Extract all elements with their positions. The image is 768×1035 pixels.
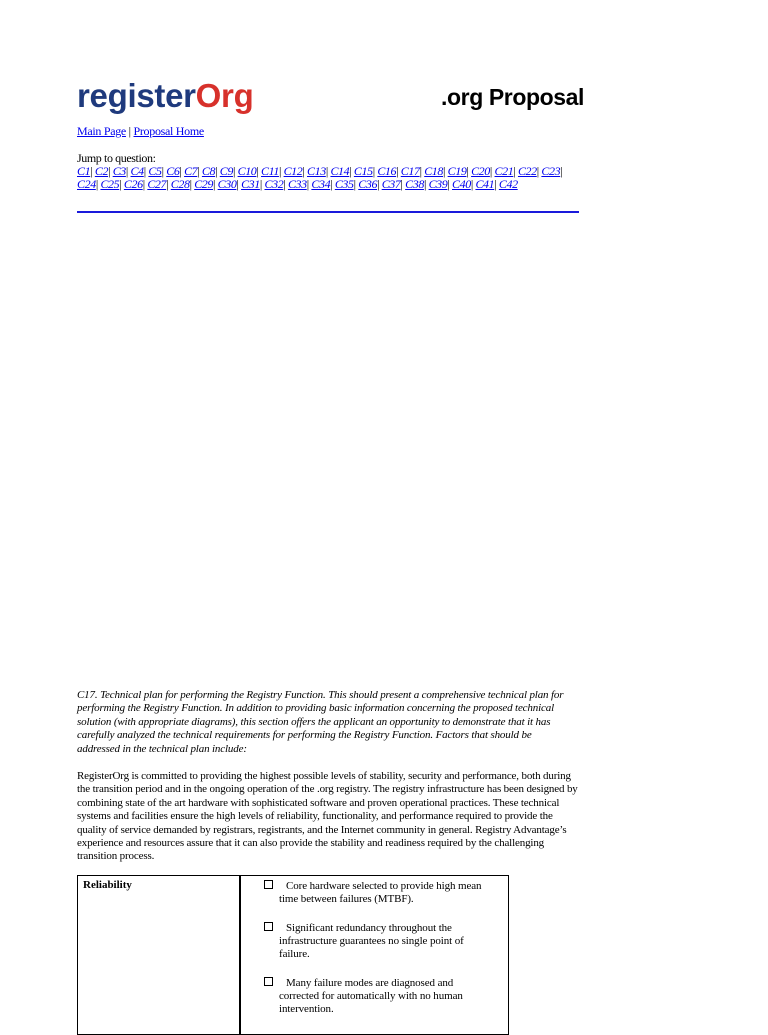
link-separator: | xyxy=(447,177,450,192)
link-separator: | xyxy=(166,177,169,192)
question-link-c7[interactable]: C7 xyxy=(184,164,198,179)
link-separator: | xyxy=(232,164,235,179)
link-separator: | xyxy=(419,164,422,179)
question-link-c33[interactable]: C33 xyxy=(287,177,307,192)
question-link-c31[interactable]: C31 xyxy=(241,177,260,192)
question-link-c4[interactable]: C4 xyxy=(130,164,144,179)
question-link-c9[interactable]: C9 xyxy=(219,164,233,179)
question-link-c13[interactable]: C13 xyxy=(307,164,326,179)
link-separator: | xyxy=(142,177,145,192)
link-separator: | xyxy=(259,177,262,192)
list-item xyxy=(264,977,494,1017)
question-text: C17. Technical plan for performing the Registry Function. This should present a comprehensive technical plan for performing the Registry Function. In addition to providing basic information concerning the proposed technical solution (with appropriate diagrams), this section offers the applicant an opportunity to demonstrate that it has carefully analyzed the technical requirements for performing the Registry Function. Factors that should be addressed in the technical plan include: xyxy=(77,689,564,755)
link-separator: | xyxy=(372,164,375,179)
item-text-continued: infrastructure guarantees no single point of failure. xyxy=(279,935,464,961)
checkbox-bullet-icon xyxy=(264,880,273,889)
link-separator: | xyxy=(143,164,146,179)
item-text-continued: corrected for automatically with no human intervention. xyxy=(279,990,463,1016)
link-separator: | xyxy=(161,164,164,179)
jump-label: Jump to question: xyxy=(77,151,156,165)
logo-org-text: Org xyxy=(195,77,254,114)
question-link-c11[interactable]: C11 xyxy=(261,164,279,179)
link-separator: | xyxy=(325,164,328,179)
question-link-c19[interactable]: C19 xyxy=(447,164,467,179)
question-link-c5[interactable]: C5 xyxy=(148,164,162,179)
link-separator: | xyxy=(560,164,563,179)
link-separator: | xyxy=(513,164,516,179)
link-separator: | xyxy=(306,177,309,192)
link-separator: | xyxy=(377,177,380,192)
link-separator: | xyxy=(302,164,305,179)
question-link-c42[interactable]: C42 xyxy=(498,177,518,192)
question-link-c32[interactable]: C32 xyxy=(264,177,284,192)
question-link-c41[interactable]: C41 xyxy=(475,177,495,192)
question-link-c34[interactable]: C34 xyxy=(311,177,331,192)
jump-to-question xyxy=(77,152,577,192)
list-item xyxy=(264,922,494,962)
question-link-c2[interactable]: C2 xyxy=(94,164,109,179)
link-separator: | xyxy=(179,164,182,179)
link-separator: | xyxy=(494,177,497,192)
question-link-c30[interactable]: C30 xyxy=(217,177,237,192)
link-separator: | xyxy=(213,177,216,192)
question-link-c38[interactable]: C38 xyxy=(405,177,424,192)
registerorg-logo xyxy=(77,74,253,118)
link-separator: | xyxy=(108,164,111,179)
link-separator: | xyxy=(215,164,218,179)
link-separator: | xyxy=(396,164,399,179)
question-link-c6[interactable]: C6 xyxy=(166,164,180,179)
reliability-table xyxy=(77,875,509,1035)
question-link-c8[interactable]: C8 xyxy=(201,164,216,179)
item-text: Significant redundancy throughout the xyxy=(286,922,452,934)
page-title: .org Proposal xyxy=(441,84,585,110)
link-separator: | xyxy=(236,177,239,192)
link-separator: | xyxy=(423,177,426,192)
link-separator: | xyxy=(197,164,200,179)
question-link-c20[interactable]: C20 xyxy=(471,164,490,179)
link-separator: | xyxy=(489,164,492,179)
link-separator: | xyxy=(330,177,333,192)
item-text: Many failure modes are diagnosed and xyxy=(286,977,454,989)
link-separator: | xyxy=(443,164,446,179)
question-link-c37[interactable]: C37 xyxy=(381,177,401,192)
link-separator: | xyxy=(125,164,128,179)
list-item xyxy=(264,880,494,906)
question-link-c23[interactable]: C23 xyxy=(541,164,561,179)
question-links xyxy=(77,165,577,191)
link-separator: | xyxy=(119,177,122,192)
question-link-c1[interactable]: C1 xyxy=(77,164,91,179)
item-text-continued: time between failures (MTBF). xyxy=(279,893,414,906)
link-separator: | xyxy=(128,124,131,138)
link-separator: | xyxy=(466,164,469,179)
question-link-c25[interactable]: C25 xyxy=(100,177,120,192)
question-link-c16[interactable]: C16 xyxy=(377,164,397,179)
link-separator: | xyxy=(95,177,98,192)
question-link-c3[interactable]: C3 xyxy=(112,164,126,179)
question-link-c10[interactable]: C10 xyxy=(237,164,257,179)
header-divider xyxy=(77,211,579,213)
question-link-c15[interactable]: C15 xyxy=(353,164,373,179)
question-link-c14[interactable]: C14 xyxy=(330,164,350,179)
link-separator: | xyxy=(353,177,356,192)
question-link-c28[interactable]: C28 xyxy=(170,177,190,192)
question-link-c27[interactable]: C27 xyxy=(147,177,167,192)
link-separator: | xyxy=(278,164,281,179)
logo-register-text: register xyxy=(77,77,196,114)
reliability-heading: Reliability xyxy=(83,879,132,891)
question-link-c24[interactable]: C24 xyxy=(77,177,96,192)
question-link-c21[interactable]: C21 xyxy=(494,164,514,179)
question-link-c39[interactable]: C39 xyxy=(428,177,448,192)
checkbox-bullet-icon xyxy=(264,922,273,931)
link-separator: | xyxy=(189,177,192,192)
question-link-c26[interactable]: C26 xyxy=(123,177,143,192)
question-link-c18[interactable]: C18 xyxy=(424,164,444,179)
link-separator: | xyxy=(90,164,93,179)
link-separator: | xyxy=(256,164,259,179)
link-separator: | xyxy=(349,164,352,179)
link-separator: | xyxy=(283,177,286,192)
question-link-c29[interactable]: C29 xyxy=(194,177,213,192)
question-link-c17[interactable]: C17 xyxy=(400,164,420,179)
main-page-link[interactable]: Main Page xyxy=(77,124,126,138)
link-separator: | xyxy=(470,177,473,192)
link-separator: | xyxy=(536,164,539,179)
question-link-c40[interactable]: C40 xyxy=(452,177,471,192)
answer-text: RegisterOrg is committed to providing the highest possible levels of stability, security and performance, both during the transition period and in the ongoing operation of the .org registry. The registry infrastructure has been designed by combining state of the art hardware with sophisticated software and proven operational practices. These technical systems and facilities ensure the high levels of reliability, functionality, and performance required to provide the quality of service demanded by registrars, registrants, and the Internet community in general. Registry Advantage’s experience and resources assure that it can also provide the stability and readiness required by the challenging transition process. xyxy=(77,770,578,863)
item-text: Core hardware selected to provide high mean xyxy=(286,880,482,892)
table-divider xyxy=(239,876,241,1034)
proposal-home-link[interactable]: Proposal Home xyxy=(133,124,204,138)
link-separator: | xyxy=(400,177,403,192)
question-link-c35[interactable]: C35 xyxy=(334,177,354,192)
question-link-c12[interactable]: C12 xyxy=(283,164,303,179)
top-links xyxy=(77,124,204,138)
question-link-c36[interactable]: C36 xyxy=(358,177,378,192)
question-link-c22[interactable]: C22 xyxy=(517,164,537,179)
checkbox-bullet-icon xyxy=(264,977,273,986)
